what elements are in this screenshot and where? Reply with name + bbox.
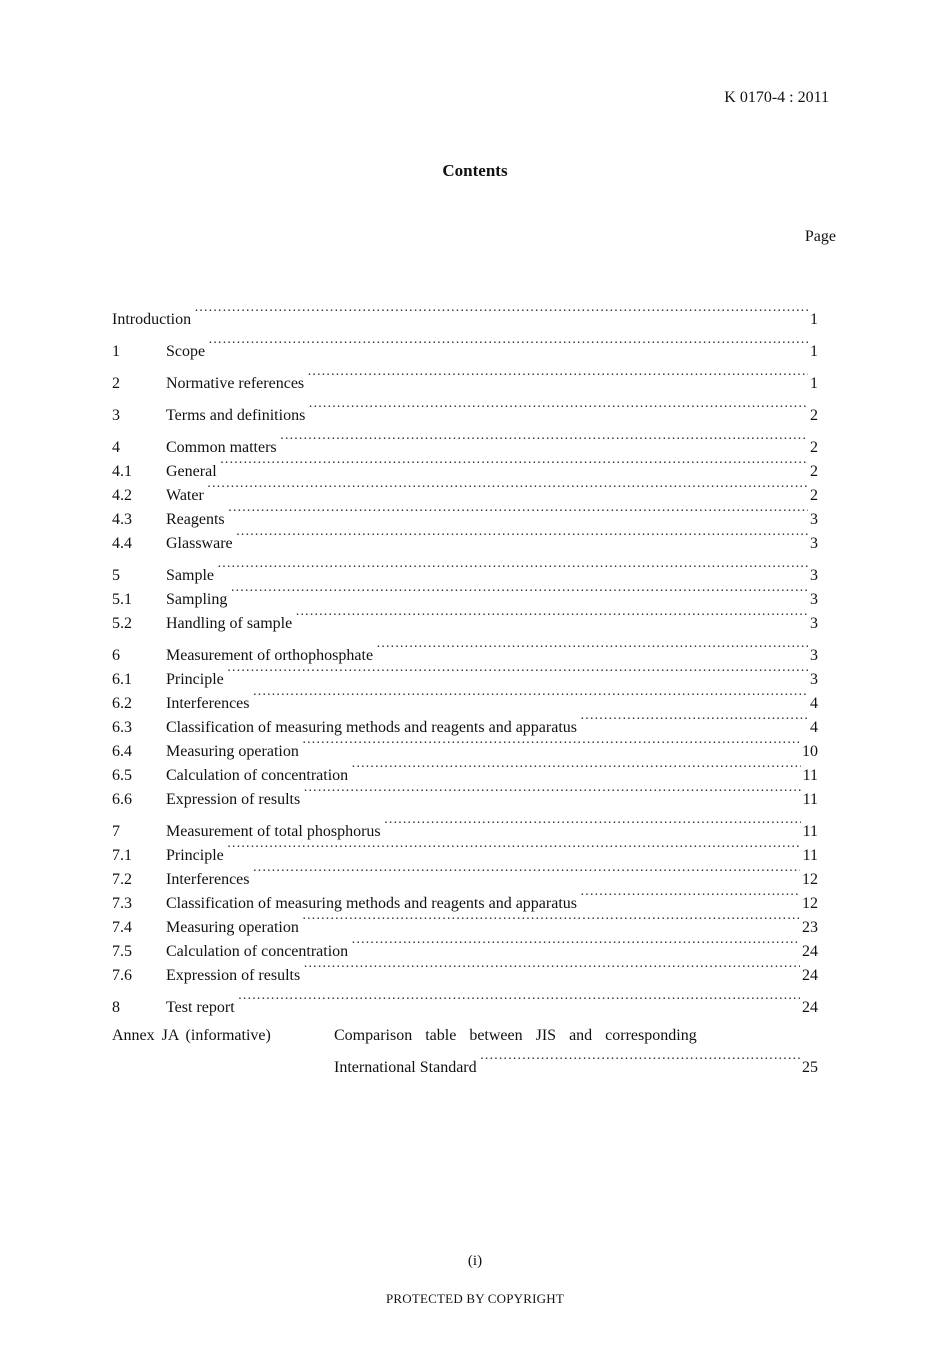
- toc-entry-page: 24: [802, 967, 818, 984]
- toc-entry[interactable]: [112, 364, 818, 392]
- toc-entry-title: Principle: [166, 847, 224, 864]
- toc-entry[interactable]: [112, 636, 818, 664]
- toc-entry[interactable]: [112, 332, 818, 360]
- toc-entry-number: 6.3: [112, 719, 132, 736]
- toc-entry-page: 4: [810, 695, 818, 712]
- dot-leader: [303, 956, 800, 980]
- dot-leader: [253, 684, 809, 708]
- dot-leader: [351, 756, 800, 780]
- toc-entry-page: 4: [810, 719, 818, 736]
- toc-entry-number: 4.1: [112, 463, 132, 480]
- toc-entry-number: 8: [112, 999, 120, 1016]
- page-number: (i): [467, 1253, 483, 1269]
- toc-entry-title: Principle: [166, 671, 224, 688]
- toc-entry-number: 7.1: [112, 847, 132, 864]
- toc-entry-title: Interferences: [166, 695, 250, 712]
- toc-entry-title: Measurement of orthophosphate: [166, 647, 374, 664]
- toc-entry-title: Glassware: [166, 535, 233, 552]
- dot-leader: [194, 300, 808, 324]
- toc-entry-number: 5.2: [112, 615, 132, 632]
- toc-entry-title: Handling of sample: [166, 615, 293, 632]
- toc-entry-page: 3: [810, 671, 818, 688]
- toc-entry-number: 6.4: [112, 743, 132, 760]
- toc-entry-title: Calculation of concentration: [166, 767, 349, 784]
- toc-entry-number: 4: [112, 439, 120, 456]
- toc-entry-page: 11: [802, 767, 818, 784]
- dot-leader: [230, 580, 808, 604]
- toc-entry-page: 11: [802, 847, 818, 864]
- standard-id: K 0170-4 : 2011: [724, 89, 829, 106]
- dot-leader: [228, 500, 808, 524]
- toc-entry-title: Common matters: [166, 439, 277, 456]
- toc-entry-number: 6.6: [112, 791, 132, 808]
- toc-entry[interactable]: [112, 812, 818, 840]
- toc-entry-number: 7: [112, 823, 120, 840]
- toc-entry[interactable]: [112, 500, 818, 528]
- dot-leader: [217, 556, 808, 580]
- toc-entry-page: 2: [810, 407, 818, 424]
- dot-leader: [227, 660, 808, 684]
- toc-entry-title: Measurement of total phosphorus: [166, 823, 381, 840]
- page-column-label: Page: [804, 228, 836, 245]
- toc-entry[interactable]: [112, 428, 818, 456]
- toc-entry-number: 1: [112, 343, 120, 360]
- toc-entry-number: 6.5: [112, 767, 132, 784]
- toc-entry-page: 1: [810, 375, 818, 392]
- toc-entry-title: Normative references: [166, 375, 305, 392]
- toc-entry-page: 10: [802, 743, 818, 760]
- dot-leader: [384, 812, 801, 836]
- annex-title-line2: International Standard: [334, 1059, 477, 1076]
- dot-leader: [351, 932, 800, 956]
- toc-entry-number: 6: [112, 647, 120, 664]
- toc-entry-page: 11: [802, 823, 818, 840]
- contents-title: Contents: [442, 161, 508, 180]
- annex-title-line1: Comparison table between JIS and corresponding: [334, 1027, 697, 1044]
- toc-entry-title: Expression of results: [166, 791, 301, 808]
- dot-leader: [280, 428, 808, 452]
- dot-leader: [302, 908, 800, 932]
- toc-entry-title: Expression of results: [166, 967, 301, 984]
- dot-leader: [308, 396, 808, 420]
- toc-entry-number: 3: [112, 407, 120, 424]
- toc-entry-page: 1: [810, 311, 818, 328]
- toc-entry-number: 2: [112, 375, 120, 392]
- toc-entry-page: 3: [810, 567, 818, 584]
- toc-entry[interactable]: [112, 556, 818, 584]
- dot-leader: [376, 636, 808, 660]
- toc-entry-number: 6.1: [112, 671, 132, 688]
- toc-entry-title: Introduction: [112, 311, 192, 328]
- toc-entry-page: 2: [810, 463, 818, 480]
- dot-leader: [302, 732, 800, 756]
- toc-entry-number: 4.3: [112, 511, 132, 528]
- toc-entry[interactable]: [112, 396, 818, 424]
- toc-entry-number: 6.2: [112, 695, 132, 712]
- toc-entry-number: 7.2: [112, 871, 132, 888]
- toc-entry-annex[interactable]: [112, 1024, 818, 1076]
- dot-leader: [295, 604, 808, 628]
- dot-leader: [253, 860, 801, 884]
- dot-leader: [580, 708, 808, 732]
- toc-entry-number: 4.4: [112, 535, 132, 552]
- toc-entry[interactable]: [112, 476, 818, 504]
- table-of-contents: [112, 300, 818, 1016]
- toc-entry-page: 2: [810, 487, 818, 504]
- toc-entry-title: Reagents: [166, 511, 225, 528]
- toc-entry-page: 12: [802, 871, 818, 888]
- toc-entry-page: 3: [810, 591, 818, 608]
- toc-entry-number: 7.4: [112, 919, 132, 936]
- dot-leader: [307, 364, 808, 388]
- annex-page: 25: [802, 1059, 818, 1076]
- toc-entry-title: Classification of measuring methods and reagents and apparatus: [166, 719, 577, 736]
- toc-entry-page: 3: [810, 511, 818, 528]
- toc-entry-number: 5.1: [112, 591, 132, 608]
- toc-entry-title: Sample: [166, 567, 214, 584]
- dot-leader: [480, 1048, 800, 1072]
- toc-entry-title: Test report: [166, 999, 235, 1016]
- toc-entry-number: 7.5: [112, 943, 132, 960]
- toc-entry-title: Sampling: [166, 591, 228, 608]
- toc-entry-page: 24: [802, 943, 818, 960]
- dot-leader: [303, 780, 800, 804]
- toc-entry-introduction[interactable]: [112, 300, 818, 328]
- toc-entry-title: Scope: [166, 343, 206, 360]
- toc-entry-number: 4.2: [112, 487, 132, 504]
- toc-entry-page: 3: [810, 647, 818, 664]
- toc-entry-page: 12: [802, 895, 818, 912]
- toc-entry[interactable]: [112, 580, 818, 608]
- dot-leader: [580, 884, 800, 908]
- toc-entry-page: 1: [810, 343, 818, 360]
- toc-entry-page: 23: [802, 919, 818, 936]
- toc-entry-page: 3: [810, 535, 818, 552]
- dot-leader: [207, 476, 808, 500]
- toc-entry-page: 11: [802, 791, 818, 808]
- dot-leader: [208, 332, 808, 356]
- annex-label: Annex JA (informative): [112, 1027, 271, 1044]
- toc-entry-number: 5: [112, 567, 120, 584]
- toc-entry-title: Interferences: [166, 871, 250, 888]
- dot-leader: [220, 452, 808, 476]
- toc-entry-title: Terms and definitions: [166, 407, 306, 424]
- toc-entry-title: Water: [166, 487, 204, 504]
- toc-entry-page: 3: [810, 615, 818, 632]
- toc-entry-title: Calculation of concentration: [166, 943, 349, 960]
- toc-entry[interactable]: [112, 988, 818, 1016]
- toc-entry-title: General: [166, 463, 217, 480]
- toc-entry-number: 7.3: [112, 895, 132, 912]
- dot-leader: [236, 524, 808, 548]
- toc-entry-page: 2: [810, 439, 818, 456]
- copyright-notice: PROTECTED BY COPYRIGHT: [386, 1291, 564, 1306]
- toc-entry-title: Measuring operation: [166, 919, 299, 936]
- toc-entry-number: 7.6: [112, 967, 132, 984]
- dot-leader: [238, 988, 800, 1012]
- dot-leader: [227, 836, 801, 860]
- toc-entry-title: Measuring operation: [166, 743, 299, 760]
- toc-entry-title: Classification of measuring methods and reagents and apparatus: [166, 895, 577, 912]
- toc-entry-page: 24: [802, 999, 818, 1016]
